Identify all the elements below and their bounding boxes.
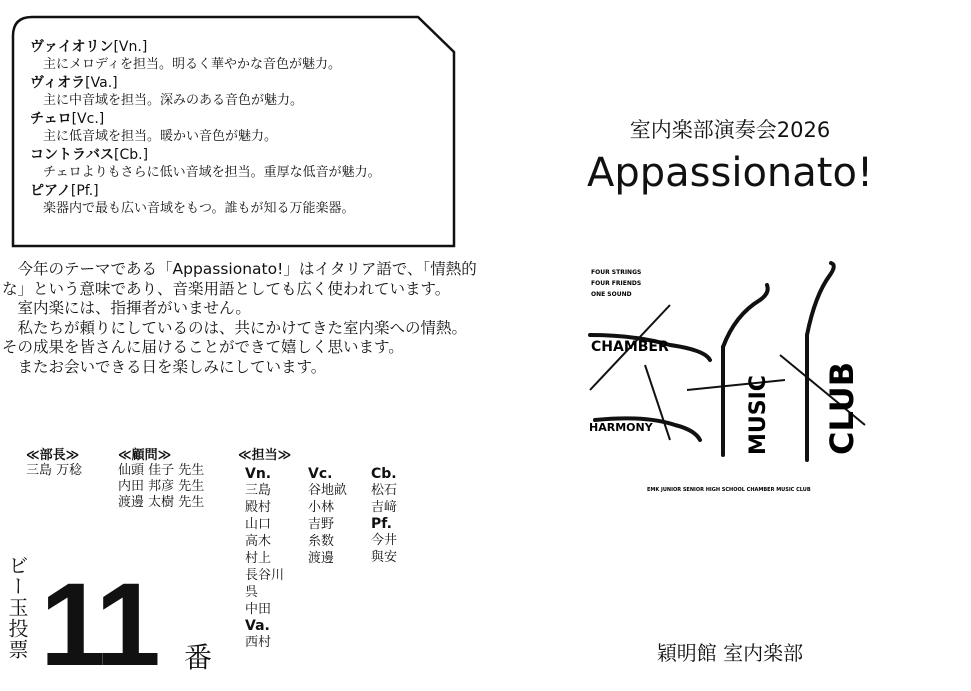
- concert-title: Appassionato!: [587, 150, 873, 196]
- pf-member: 今井: [371, 533, 398, 548]
- credit-komon: [118, 444, 204, 511]
- message-p5: またお会いできる日を楽しみにしています。: [17, 357, 327, 376]
- message-p1: 今年のテーマである「Appassionato!」はイタリア語で、「情熱的な」という意味であり、音楽用語としても広く使われています。: [2, 260, 477, 298]
- cb-member: 吉﨑: [371, 500, 398, 515]
- komon-name: 仙頭 佳子 先生: [118, 463, 205, 478]
- komon-name: 渡邊 太樹 先生: [118, 495, 205, 510]
- vn-member: 長谷川: [245, 568, 285, 583]
- vc-member: 吉野: [308, 517, 335, 532]
- message-p3: 私たちが頼りにしているのは、共にかけてきた室内楽への情熱。: [17, 318, 468, 337]
- instrument-name: ピアノ: [30, 183, 71, 199]
- cb-label: Cb.: [371, 466, 397, 482]
- instrument-viola: [30, 74, 450, 110]
- vc-member: 糸数: [308, 534, 335, 549]
- instrument-abbr: [Va.]: [85, 75, 118, 91]
- instrument-desc: 主に中音域を担当。深みのある音色が魅力。: [43, 93, 304, 108]
- instrument-violin: [30, 38, 450, 74]
- instrument-name: チェロ: [30, 111, 72, 127]
- club-logo: [575, 255, 895, 495]
- instrument-abbr: [Vn.]: [113, 39, 148, 55]
- buchou-title: ≪部長≫: [26, 448, 80, 463]
- instrument-name: ヴァイオリン: [30, 39, 114, 55]
- logo-tagline-1: FOUR STRINGS: [591, 269, 642, 276]
- logo-harmony: HARMONY: [589, 421, 653, 434]
- instrument-list: [30, 38, 450, 218]
- instrument-desc: 主に低音域を担当。暖かい音色が魅力。: [43, 129, 278, 144]
- vn-member: 呉: [245, 585, 259, 600]
- cb-member: 松石: [371, 483, 398, 498]
- vc-member: 谷地畝: [308, 483, 348, 498]
- instrument-contrabass: [30, 146, 450, 182]
- logo-footer: EMK JUNIOR SENIOR HIGH SCHOOL CHAMBER MUSIC CLUB: [647, 487, 811, 493]
- va-member: 西村: [245, 635, 272, 650]
- pf-member: 與安: [371, 550, 398, 565]
- vn-member: 中田: [245, 602, 272, 617]
- instrument-abbr: [Vc.]: [71, 111, 105, 127]
- tantou-title: ≪担当≫: [238, 448, 292, 463]
- vote-number: 11: [40, 559, 157, 691]
- vn-member: 高木: [245, 534, 272, 549]
- vn-member: 村上: [245, 551, 272, 566]
- tantou-cb-pf: [371, 466, 397, 566]
- organization-name: 穎明館 室内楽部: [656, 641, 804, 665]
- credit-buchou: [26, 444, 82, 479]
- pf-label: Pf.: [371, 516, 392, 532]
- concert-subtitle: 室内楽部演奏会2026: [629, 118, 831, 142]
- instrument-info-box: [0, 0, 461, 250]
- logo-tagline-3: ONE SOUND: [591, 291, 632, 298]
- instrument-abbr: [Cb.]: [114, 147, 149, 163]
- instrument-desc: 楽器内で最も広い音域をもつ。誰もが知る万能楽器。: [43, 201, 355, 216]
- vc-label: Vc.: [308, 466, 333, 482]
- komon-title: ≪顧問≫: [118, 448, 172, 463]
- instrument-desc: チェロよりもさらに低い音域を担当。重厚な低音が魅力。: [43, 165, 381, 180]
- logo-music: MUSIC: [746, 375, 771, 455]
- vote-suffix: 番: [184, 641, 213, 674]
- buchou-name: 三島 万稔: [26, 463, 83, 478]
- vn-member: 山口: [245, 517, 272, 532]
- instrument-piano: [30, 182, 450, 218]
- message-text: [2, 260, 477, 377]
- vc-member: 小林: [308, 500, 335, 515]
- komon-name: 内田 邦彦 先生: [118, 479, 205, 494]
- vn-member: 三島: [245, 483, 272, 498]
- tantou-vc: [308, 466, 347, 567]
- va-label: Va.: [245, 618, 270, 634]
- vn-label: Vn.: [245, 466, 272, 482]
- logo-chamber: CHAMBER: [591, 339, 669, 355]
- instrument-cello: [30, 110, 450, 146]
- logo-tagline-2: FOUR FRIENDS: [591, 280, 642, 287]
- instrument-name: ヴィオラ: [30, 75, 86, 91]
- message-p4: その成果を皆さんに届けることができて嬉しく思います。: [2, 338, 404, 356]
- instrument-name: コントラバス: [30, 147, 114, 163]
- vote-label: ビー玉投票: [5, 555, 29, 660]
- vc-member: 渡邊: [308, 551, 335, 566]
- logo-club: CLUB: [823, 361, 861, 455]
- instrument-abbr: [Pf.]: [70, 183, 99, 199]
- instrument-desc: 主にメロディを担当。明るく華やかな音色が魅力。: [43, 57, 341, 72]
- vn-member: 殿村: [245, 500, 272, 515]
- tantou-vn-va: [245, 466, 284, 651]
- message-p2: 室内楽には、指揮者がいません。: [17, 299, 251, 317]
